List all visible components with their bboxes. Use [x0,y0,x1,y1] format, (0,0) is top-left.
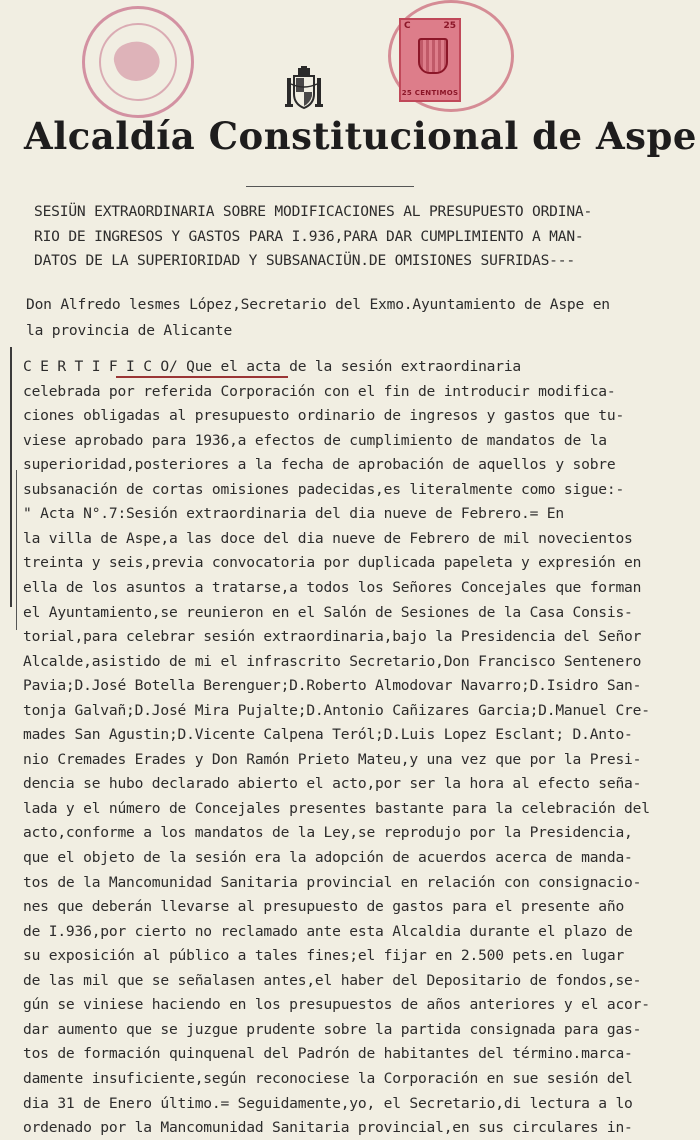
body-line: C E R T I F I C O/ Que el acta de la sesión extraordinaria [23,358,521,375]
body-line: " Acta N°.7:Sesión extraordinaria del dia nueve de Febrero.= En [23,505,564,523]
body-line: acto,conforme a los mandatos de la Ley,se reprodujo por la Presidencia, [23,824,633,842]
body-line: gún se viniese haciendo en los presupuestos de años anteriores y el acor- [23,996,650,1014]
body-line: ordenado por la Mancomunidad Sanitaria provincial,en sus circulares in- [23,1119,633,1137]
fiscal-revenue-stamp [399,18,461,102]
margin-line [16,470,17,630]
subject-line: DATOS DE LA SUPERIORIDAD Y SUBSANACIÜN.DE OMISIONES SUFRIDAS--- [34,252,575,269]
intro-line: la provincia de Alicante [26,322,233,339]
page-title: Alcaldía Constitucional de Aspe [24,114,697,158]
fiscal-label: 25 CENTIMOS [401,89,459,97]
municipal-seal-stamp [82,6,194,118]
body-line: subsanación de cortas omisiones padecidas,es literalmente como sigue:- [23,480,625,498]
body-line: Alcalde,asistido de mi el infrascrito Secretario,Don Francisco Sentenero [23,652,642,670]
body-line: ella de los asuntos a tratarse,a todos los Señores Concejales que forman [23,578,642,596]
body-line: damente insuficiente,según reconociese la Corporación en sue sesión del [23,1069,633,1087]
body-line: dar aumento que se juzgue prudente sobre la partida consignada para gas- [23,1020,642,1038]
body-line: la villa de Aspe,a las doce del dia nueve de Febrero de mil novecientos [23,529,633,547]
body-line: nes que deberán llevarse al presupuesto de gastos para el presente año [23,898,625,916]
body-line: Pavia;D.José Botella Berenguer;D.Roberto Almodovar Navarro;D.Isidro San- [23,677,642,695]
fiscal-shield-icon [418,38,448,74]
body-line: su exposición al público a tales fines;el fijar en 2.500 pets.en lugar [23,947,625,965]
body-line: mades San Agustin;D.Vicente Calpena Teról;D.Luis Lopez Esclant; D.Anto- [23,726,633,744]
subject-line: RIO DE INGRESOS Y GASTOS PARA I.936,PARA DAR CUMPLIMIENTO A MAN- [34,228,584,245]
body-line: lada y el número de Concejales presentes bastante para la celebración del [23,799,650,817]
fiscal-letter-c: C [404,21,411,31]
intro-line: Don Alfredo lesmes López,Secretario del Exmo.Ayuntamiento de Aspe en [26,296,610,313]
title-divider [246,186,414,187]
coat-of-arms-icon [284,66,324,112]
body-line: dencia se hubo declarado abierto el acto,por ser la hora al efecto seña- [23,775,642,793]
body-line: nio Cremades Erades y Don Ramón Prieto Mateu,y una vez que por la Presi- [23,750,642,768]
body-line: superioridad,posteriores a la fecha de aprobación de aquellos y sobre [23,456,616,474]
body-line: viese aprobado para 1936,a efectos de cumplimiento de mandatos de la [23,431,607,449]
body-line: de I.936,por cierto no reclamado ante esta Alcaldia durante el plazo de [23,922,633,940]
fiscal-value: 25 [443,21,456,31]
body-line: tos de formación quinquenal del Padrón de habitantes del término.marca- [23,1045,633,1063]
margin-line [10,347,12,607]
body-line: ciones obligadas al presupuesto ordinario de ingresos y gastos que tu- [23,407,625,425]
body-line: el Ayuntamiento,se reunieron en el Salón de Sesiones de la Casa Consis- [23,603,633,621]
body-line: celebrada por referida Corporación con el fin de introducir modifica- [23,382,616,400]
body-line: treinta y seis,previa convocatoria por duplicada papeleta y expresión en [23,554,642,572]
subject-line: SESIÜN EXTRAORDINARIA SOBRE MODIFICACIONES AL PRESUPUESTO ORDINA- [34,203,593,220]
body-line: de las mil que se señalasen antes,el haber del Depositario de fondos,se- [23,971,642,989]
body-line: tonja Galvañ;D.José Mira Pujalte;D.Antonio Cañizares Garcia;D.Manuel Cre- [23,701,650,719]
body-line: torial,para celebrar sesión extraordinaria,bajo la Presidencia del Señor [23,628,642,646]
body-line: dia 31 de Enero último.= Seguidamente,yo, el Secretario,di lectura a lo [23,1094,633,1112]
body-line: tos de la Mancomunidad Sanitaria provincial en relación con consignacio- [23,873,642,891]
body-line: que el objeto de la sesión era la adopción de acuerdos acerca de manda- [23,849,633,866]
